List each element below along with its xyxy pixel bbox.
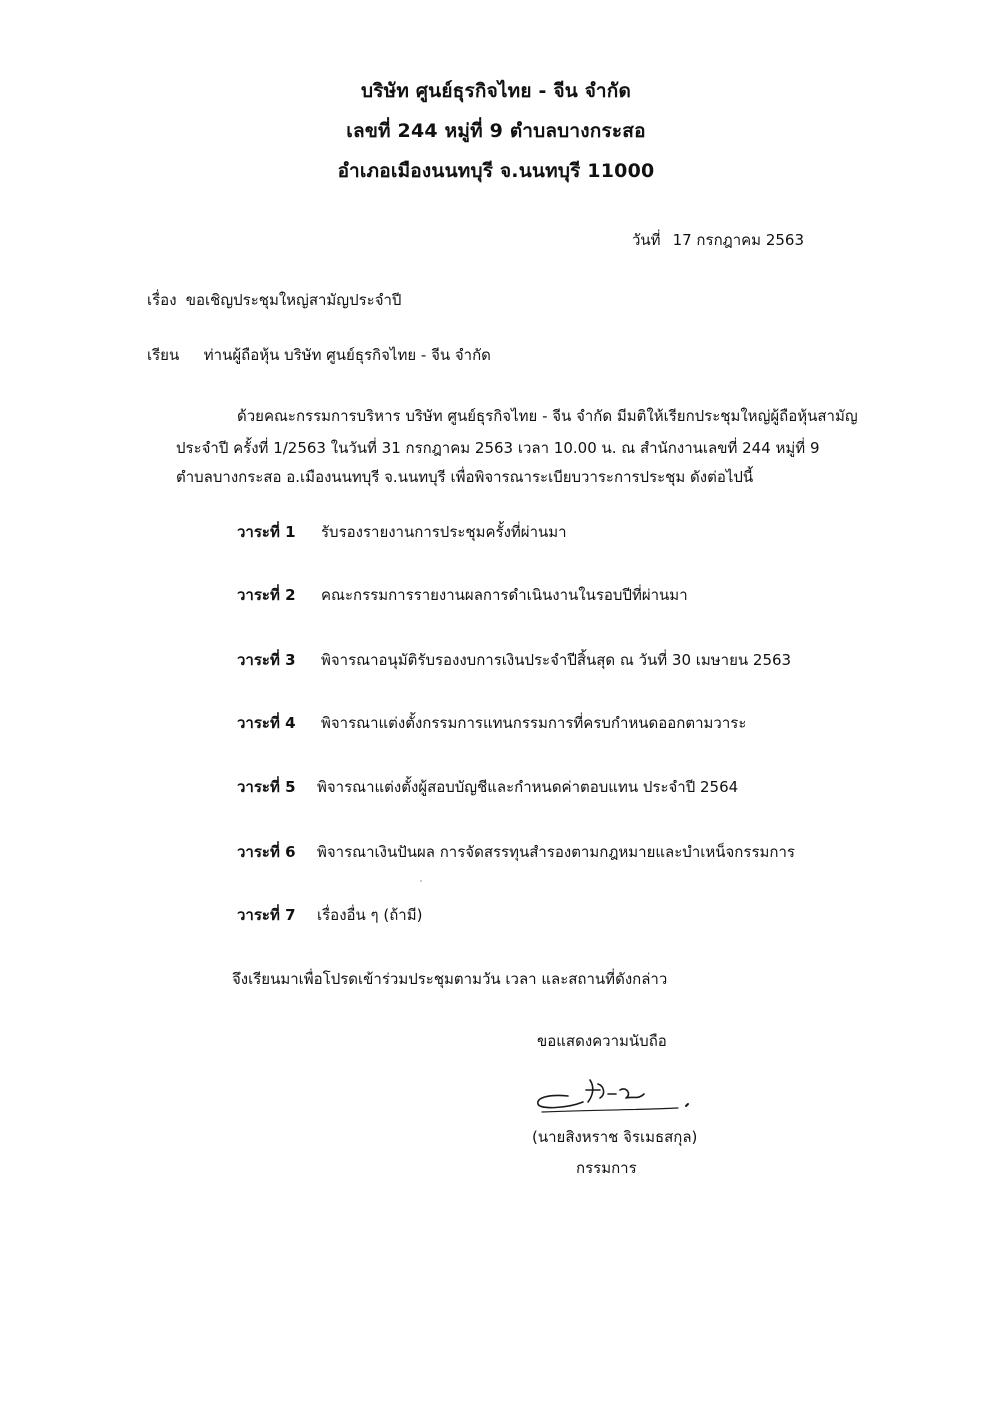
agenda-item-6 [237, 840, 795, 864]
signature-image [528, 1072, 698, 1122]
agenda-text: เรื่องอื่น ๆ (ถ้ามี) [317, 906, 423, 924]
agenda-item-2 [237, 583, 688, 607]
agenda-text: พิจารณาแต่งตั้งผู้สอบบัญชีและกำหนดค่าตอบแทน ประจำปี 2564 [317, 778, 739, 796]
agenda-item-1 [237, 520, 567, 544]
agenda-text: คณะกรรมการรายงานผลการดำเนินงานในรอบปีที่ผ่านมา [321, 586, 688, 604]
agenda-text: รับรองรายงานการประชุมครั้งที่ผ่านมา [321, 523, 567, 541]
company-address-line1: เลขที่ 244 หมู่ที่ 9 ตำบลบางกระสอ [346, 120, 646, 142]
closing-sentence: จึงเรียนมาเพื่อโปรดเข้าร่วมประชุมตามวัน เวลา และสถานที่ดังกล่าว [232, 970, 668, 988]
company-name: บริษัท ศูนย์ธุรกิจไทย - จีน จำกัด [360, 80, 632, 102]
agenda-text: พิจารณาแต่งตั้งกรรมการแทนกรรมการที่ครบกำหนดออกตามวาระ [321, 714, 747, 732]
agenda-number: วาระที่ 7 [237, 906, 296, 924]
date-label: วันที่ [632, 231, 661, 249]
agenda-item-4 [237, 711, 746, 735]
subject-label: เรื่อง [147, 291, 177, 309]
letter-date [632, 228, 804, 252]
body-paragraph-line2: ประจำปี ครั้งที่ 1/2563 ในวันที่ 31 กรกฎาคม 2563 เวลา 10.00 น. ณ สำนักงานเลขที่ 244 หมู่ที่ 9 [176, 439, 820, 457]
body-paragraph-line1: ด้วยคณะกรรมการบริหาร บริษัท ศูนย์ธุรกิจไทย - จีน จำกัด มีมติให้เรียกประชุมใหญ่ผู้ถือหุ้นสามัญ [237, 407, 858, 425]
recipient-value: ท่านผู้ถือหุ้น บริษัท ศูนย์ธุรกิจไทย - จีน จำกัด [203, 346, 491, 364]
agenda-number: วาระที่ 4 [237, 714, 296, 732]
agenda-number: วาระที่ 5 [237, 778, 296, 796]
subject-line [147, 288, 401, 312]
body-paragraph-line3: ตำบลบางกระสอ อ.เมืองนนทบุรี จ.นนทบุรี เพื่อพิจารณาระเบียบวาระการประชุม ดังต่อไปนี้ [176, 468, 754, 486]
agenda-item-7 [237, 903, 422, 927]
subject-value: ขอเชิญประชุมใหญ่สามัญประจำปี [185, 291, 402, 309]
agenda-number: วาระที่ 3 [237, 651, 296, 669]
agenda-text: พิจารณาเงินปันผล การจัดสรรทุนสำรองตามกฎหมายและบำเหน็จกรรมการ [317, 843, 795, 861]
regards: ขอแสดงความนับถือ [537, 1032, 667, 1050]
agenda-item-3 [237, 648, 791, 672]
signer-name: (นายสิงหราช จิรเมธสกุล) [532, 1128, 698, 1146]
agenda-number: วาระที่ 1 [237, 523, 296, 541]
signer-title: กรรมการ [576, 1159, 637, 1177]
date-value: 17 กรกฎาคม 2563 [672, 231, 805, 249]
agenda-number: วาระที่ 6 [237, 843, 296, 861]
company-address-line2: อำเภอเมืองนนทบุรี จ.นนทบุรี 11000 [337, 160, 655, 182]
recipient-label: เรียน [147, 346, 180, 364]
recipient-line [147, 343, 491, 367]
agenda-text: พิจารณาอนุมัติรับรองงบการเงินประจำปีสิ้นสุด ณ วันที่ 30 เมษายน 2563 [321, 651, 792, 669]
scan-speck [420, 880, 422, 882]
agenda-item-5 [237, 775, 738, 799]
agenda-number: วาระที่ 2 [237, 586, 296, 604]
